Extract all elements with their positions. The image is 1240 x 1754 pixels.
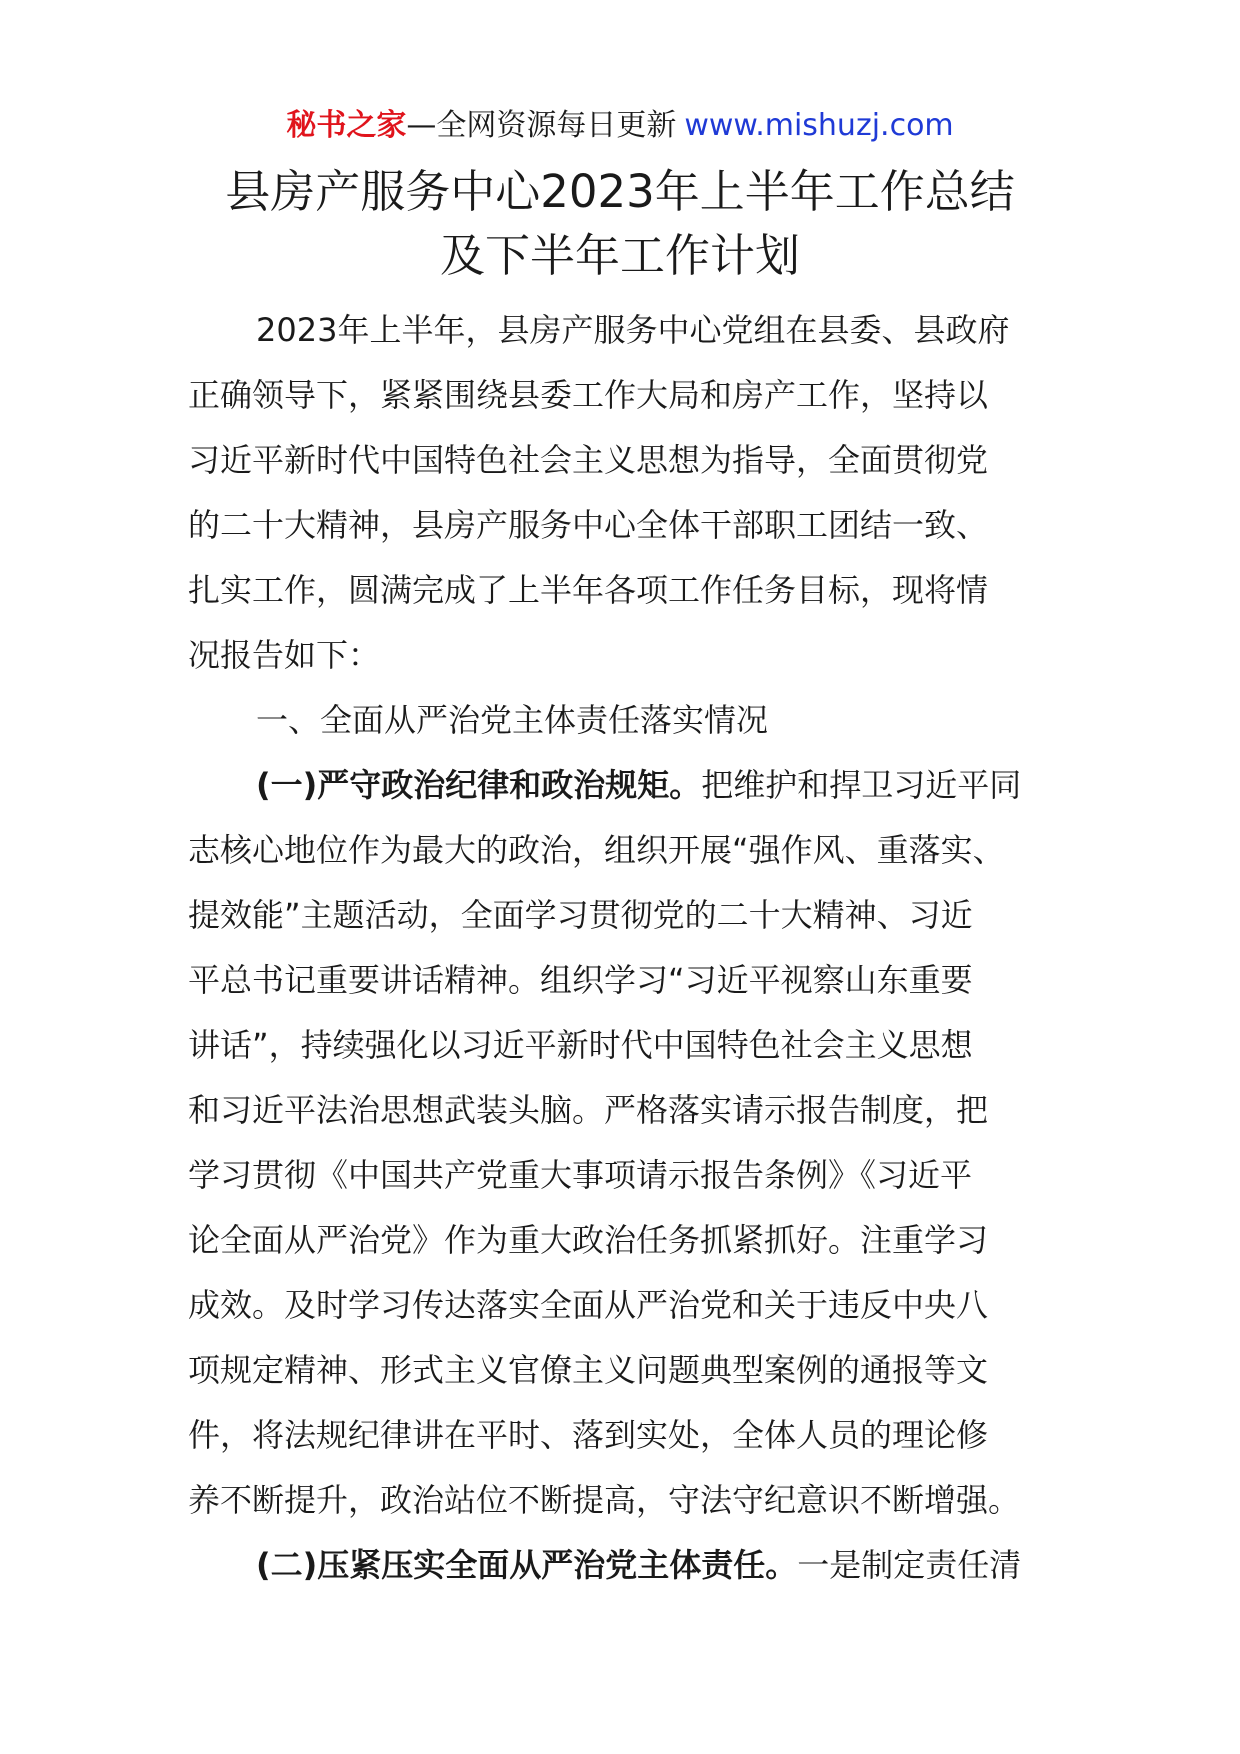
body-text-run: 把维护和捍卫习近平同 [701, 766, 1022, 804]
header-tagline: —全网资源每日更新 [406, 108, 677, 143]
subsection-heading: (一)严守政治纪律和政治规矩。 [256, 766, 702, 804]
body-line: 成效。及时学习传达落实全面从严治党和关于违反中央八 [188, 1286, 989, 1324]
body-line: 项规定精神、形式主义官僚主义问题典型案例的通报等文 [188, 1351, 989, 1389]
body-line: 养不断提升，政治站位不断提高，守法守纪意识不断增强。 [188, 1481, 1021, 1519]
body-line: 志核心地位作为最大的政治，组织开展“强作风、重落实、 [188, 831, 1005, 869]
body-text-run: 一是制定责任清 [797, 1546, 1022, 1584]
subsection-line [188, 753, 1058, 818]
body-line: 正确领导下，紧紧围绕县委工作大局和房产工作，坚持以 [188, 376, 989, 414]
section-heading: 一、全面从严治党主体责任落实情况 [256, 701, 769, 739]
body-line: 学习贯彻《中国共产党重大事项请示报告条例》《习近平 [188, 1156, 973, 1194]
brand-name: 秘书之家 [286, 108, 407, 143]
body-line: 2023年上半年，县房产服务中心党组在县委、县政府 [256, 311, 1010, 349]
site-url-link[interactable]: www.mishuzj.com [684, 108, 954, 143]
body-line: 习近平新时代中国特色社会主义思想为指导，全面贯彻党 [188, 441, 989, 479]
body-line: 平总书记重要讲话精神。组织学习“习近平视察山东重要 [188, 961, 973, 999]
subsection-line [188, 1533, 1058, 1598]
body-line: 的二十大精神，县房产服务中心全体干部职工团结一致、 [188, 506, 989, 544]
document-title-line-1: 县房产服务中心2023年上半年工作总结 [225, 165, 1015, 218]
subsection-heading: (二)压紧压实全面从严治党主体责任。 [256, 1546, 798, 1584]
body-line: 扎实工作，圆满完成了上半年各项工作任务目标，现将情 [188, 571, 989, 609]
body-line: 提效能”主题活动，全面学习贯彻党的二十大精神、习近 [188, 896, 973, 934]
site-header [0, 104, 1240, 148]
body-line: 件，将法规纪律讲在平时、落到实处，全体人员的理论修 [188, 1416, 989, 1454]
document-body [188, 298, 1058, 1598]
document-title-line-2: 及下半年工作计划 [439, 229, 800, 282]
body-line: 论全面从严治党》作为重大政治任务抓紧抓好。注重学习 [188, 1221, 989, 1259]
body-line: 况报告如下： [188, 636, 381, 674]
body-line: 讲话”，持续强化以习近平新时代中国特色社会主义思想 [188, 1026, 973, 1064]
body-line: 和习近平法治思想武装头脑。严格落实请示报告制度，把 [188, 1091, 989, 1129]
